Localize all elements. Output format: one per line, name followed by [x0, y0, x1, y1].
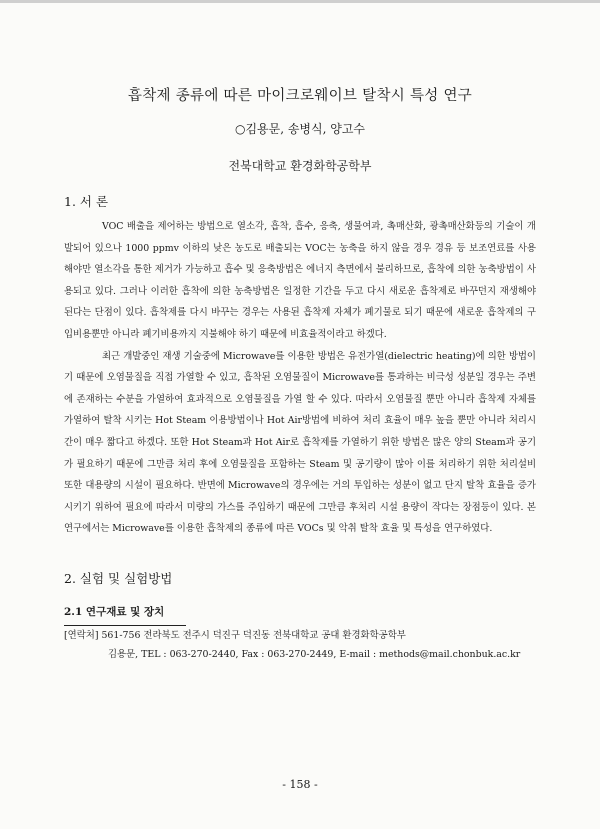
page-number: - 158 - — [282, 778, 318, 791]
paper-title: 흡착제 종류에 따른 마이크로웨이브 탈착시 특성 연구 — [127, 88, 473, 104]
contact-phone-email: 김용문, TEL : 063-270-2440, Fax : 063-270-2449, E-mail : methods@mail.chonbuk.ac.kr — [108, 649, 521, 660]
page-top-edge — [0, 0, 600, 3]
contact-address: [연락처] 561-756 전라북도 전주시 덕진구 덕진동 전북대학교 공대 환경화학공학부 — [64, 630, 406, 641]
subsection-heading-materials: 2.1 연구재료 및 장치 — [64, 606, 165, 618]
contact-footnote — [64, 626, 544, 664]
paragraph-2: 최근 개발중인 재생 기술중에 Microwave를 이용한 방법은 유전가열(dielectric heating)에 의한 방법이기 때문에 오염물질을 직접 가열할 수 있고, 흡착된 오염물질이 Microwave를 통과하는 비극성 성분일 경우는 주변에 존재하는 수분을 가열하여 효과적으로 오염물질을 가열 할 수 있다. 따라서 오염물질 뿐만 아니라 흡착제 자체를 가열하여 탈착 시키는 Hot Steam 이용방법이나 Hot Air방법에 비하여 처리 효율이 매우 높을 뿐만 아니라 처리시간이 매우 짧다고 하겠다. 또한 Hot Steam과 Hot Air로 흡착제를 가열하기 위한 방법은 많은 양의 Steam과 공기가 필요하기 때문에 그만큼 처리 후에 오염물질을 포함하는 Steam 및 공기량이 많아 이를 처리하기 위한 처리설비 또한 대용량의 시설이 필요하다. 반면에 Microwave의 경우에는 거의 투입하는 성분이 없고 단지 탈착 효율을 증가시키기 위하여 필요에 따라서 미량의 가스를 주입하기 때문에 그만큼 후처리 시설 용량이 작다는 장점등이 있다. 본 연구에서는 Microwave를 이용한 흡착제의 종류에 따른 VOCs 및 악취 탈착 효율 및 특성을 연구하였다. — [64, 350, 536, 535]
section-heading-methods: 2. 실험 및 실험방법 — [64, 571, 173, 586]
author-list: ○김용문, 송병식, 양고수 — [234, 122, 366, 136]
introduction-body — [64, 216, 536, 540]
section-heading-introduction: 1. 서 론 — [64, 194, 109, 209]
affiliation: 전북대학교 환경화학공학부 — [228, 159, 372, 173]
paragraph-1: VOC 배출을 제어하는 방법으로 열소각, 흡착, 흡수, 응축, 생물여과, 촉매산화, 광촉매산화등의 기술이 개발되어 있으나 1000 ppmv 이하의 낮은 농도로 배출되는 VOC는 농축을 하지 않을 경우 경유 등 보조연료를 사용해야만 열소각을 통한 제거가 가능하고 흡수 및 응축방법은 에너지 측면에서 불리하므로, 흡착에 의한 농축방법이 사용되고 있다. 그러나 이러한 흡착에 의한 농축방법은 일정한 기간을 두고 다시 새로운 흡착제로 바꾸던지 재생해야 된다는 단점이 있다. 흡착제를 다시 바꾸는 경우는 사용된 흡착제 자체가 폐기물로 되기 때문에 새로운 흡착제의 구입비용뿐만 아니라 폐기비용까지 지불해야 하기 때문에 비효율적이라고 하겠다. — [64, 221, 536, 340]
